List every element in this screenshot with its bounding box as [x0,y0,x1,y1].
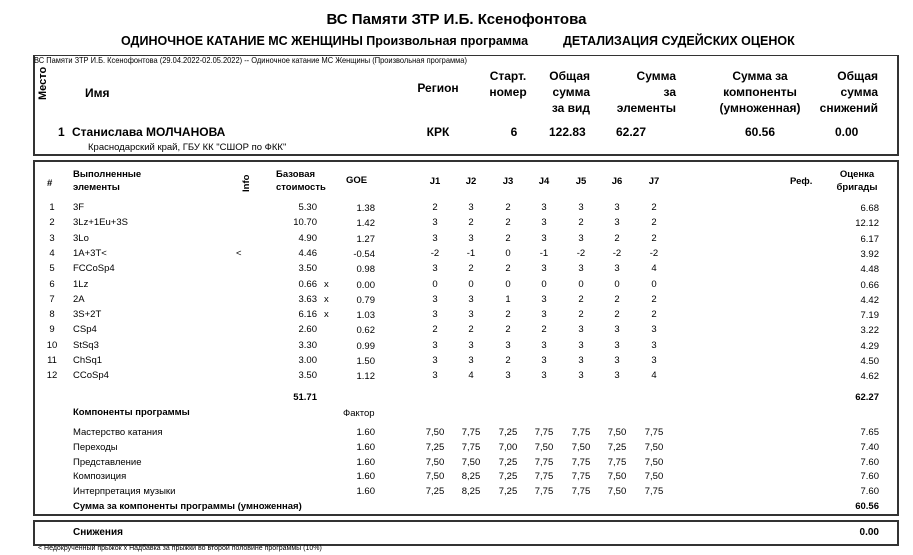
judge-score-7: -2 [649,247,659,259]
judge-score-3: 2 [505,217,511,229]
component-factor: 1.60 [356,441,375,453]
element-panel-score: 12.12 [855,218,879,230]
ref-header: Реф. [790,176,813,187]
element-goe: -0.54 [353,248,375,260]
judge-component-score-6: 7,75 [607,456,627,468]
skater-region: КРК [426,125,450,139]
judge-score-6: 3 [614,324,620,336]
judge-score-5: 2 [578,293,584,305]
component-name: Интерпретация музыки [73,486,176,498]
total-header: Общая сумма за вид [549,69,590,115]
judge-component-score-6: 7,50 [607,486,627,498]
component-factor: 1.60 [356,456,375,468]
component-panel-score: 7.40 [860,441,879,453]
judge-score-5: 0 [578,278,584,290]
judge-score-6: -2 [612,247,622,259]
judge-score-2: 0 [468,278,474,290]
judge-score-1: -2 [430,247,440,259]
judge-component-score-1: 7,25 [425,441,445,453]
skater-total: 122.83 [549,125,586,139]
judge-score-1: 2 [432,202,438,213]
judge-score-3: 3 [505,370,511,382]
element-code: 3F [73,202,85,213]
skater-place: 1 [58,125,65,139]
element-code: 2A [73,293,85,305]
judge-score-3: 2 [505,263,511,275]
judge-score-6: 3 [614,263,620,275]
judge-component-score-4: 7,75 [534,456,554,468]
event-line: ВС Памяти ЗТР И.Б. Ксенофонтова (29.04.2022-02.05.2022) -- Одиночное катание МС Женщины (Произвольная программа) [34,55,467,65]
num-header: # [47,178,53,189]
judge-component-score-1: 7,50 [425,427,445,438]
judge-component-score-1: 7,25 [425,486,445,498]
element-panel-score: 4.29 [860,340,879,352]
judge-score-5: -2 [576,247,586,259]
judge-component-score-4: 7,50 [534,441,554,453]
judge-score-2: 3 [468,293,474,305]
judge-score-3: 2 [505,232,511,244]
judge-component-score-7: 7,75 [644,427,664,438]
judge-header-7: J7 [648,176,660,187]
element-base-value: 4.90 [298,232,317,244]
judge-score-2: 3 [468,309,474,321]
element-panel-score: 4.62 [860,371,879,383]
judge-component-score-4: 7,75 [534,486,554,498]
component-name: Мастерство катания [73,427,163,438]
component-panel-score: 7.60 [860,471,879,483]
judge-score-1: 0 [432,278,438,290]
judge-component-score-7: 7,75 [644,486,664,498]
element-panel-score: 6.17 [860,233,879,245]
judge-score-5: 2 [578,309,584,321]
element-number: 2 [49,217,55,229]
component-panel-score: 7.65 [860,427,879,438]
judge-score-1: 2 [432,324,438,336]
judge-header-3: J3 [502,176,514,187]
judge-header-2: J2 [465,176,477,187]
page-title: ВС Памяти ЗТР И.Б. Ксенофонтова [326,11,587,28]
element-goe: 1.50 [356,356,375,367]
goe-header: GOE [346,175,368,186]
name-header: Имя [85,86,110,100]
element-number: 7 [49,293,55,305]
element-goe: 1.42 [356,218,375,230]
skater-name: Станислава МОЛЧАНОВА [72,125,226,139]
judge-score-1: 3 [432,217,438,229]
judge-score-5: 3 [578,263,584,275]
element-base-value: 4.46 [298,247,317,259]
judge-header-6: J6 [611,176,623,187]
info-header: Info [241,174,252,192]
judge-score-5: 3 [578,355,584,366]
judge-score-1: 3 [432,263,438,275]
deductions-box [33,520,899,546]
components-header: Сумма за компоненты (умноженная) [719,69,801,115]
element-number: 8 [49,309,55,321]
element-base-value: 6.16 [298,309,317,321]
component-factor: 1.60 [356,486,375,498]
element-panel-score: 3.92 [860,248,879,260]
judge-score-1: 3 [432,355,438,366]
element-goe: 1.27 [356,233,375,245]
element-code: CCoSp4 [73,370,109,382]
judge-score-2: 2 [468,217,474,229]
judge-score-4: 3 [541,355,547,366]
deductions-header: Общая сумма снижений [819,69,878,115]
element-code: 3Lo [73,232,89,244]
detail-subtitle: ДЕТАЛИЗАЦИЯ СУДЕЙСКИХ ОЦЕНОК [563,34,795,48]
start-no-header: Старт. номер [489,69,527,99]
element-bonus-marker: x [324,309,329,321]
judge-score-3: 0 [505,247,511,259]
component-panel-score: 7.60 [860,486,879,498]
judge-component-score-5: 7,75 [571,456,591,468]
judge-score-3: 3 [505,339,511,351]
judge-score-5: 3 [578,324,584,336]
element-panel-score: 3.22 [860,325,879,337]
judge-header-5: J5 [575,176,587,187]
element-number: 9 [49,324,55,336]
element-bonus-marker: x [324,293,329,305]
score-header-1: Оценка [839,169,875,180]
judge-component-score-5: 7,75 [571,486,591,498]
judge-component-score-4: 7,75 [534,471,554,483]
element-number: 10 [46,339,58,351]
element-number: 4 [49,247,55,259]
element-code: 3Lz+1Eu+3S [73,217,128,229]
judge-score-4: 3 [541,232,547,244]
judge-score-2: -1 [466,247,476,259]
judge-score-7: 0 [651,278,657,290]
element-base-value: 0.66 [298,278,317,290]
components-sum-value: 60.56 [855,501,879,512]
judge-score-2: 3 [468,232,474,244]
element-panel-score: 4.50 [860,356,879,367]
element-panel-score: 0.66 [860,279,879,291]
judge-score-2: 2 [468,263,474,275]
element-info: < [236,247,242,259]
element-base-value: 3.50 [298,370,317,382]
judge-header-1: J1 [429,176,441,187]
judge-score-2: 4 [468,370,474,382]
judge-score-6: 3 [614,202,620,213]
element-number: 11 [47,355,57,366]
element-number: 5 [49,263,55,275]
judge-score-6: 0 [614,278,620,290]
judge-score-4: 3 [541,370,547,382]
judge-score-7: 2 [651,232,657,244]
judge-score-1: 3 [432,232,438,244]
judge-score-2: 3 [468,355,474,366]
element-panel-score: 4.48 [860,264,879,276]
element-code: StSq3 [73,339,99,351]
judge-score-5: 3 [578,232,584,244]
judge-score-4: 3 [541,263,547,275]
element-base-value: 3.63 [298,293,317,305]
element-base-value: 3.50 [298,263,317,275]
judge-component-score-3: 7,25 [498,427,518,438]
judge-component-score-7: 7,50 [644,441,664,453]
judge-score-7: 4 [651,370,657,382]
judge-score-3: 2 [505,324,511,336]
judge-score-5: 3 [578,202,584,213]
judge-score-4: 0 [541,278,547,290]
element-goe: 0.00 [356,279,375,291]
element-number: 1 [49,202,55,213]
component-name: Представление [73,456,142,468]
skater-club: Краснодарский край, ГБУ КК "СШОР по ФКК" [88,142,287,153]
judge-header-4: J4 [538,176,550,187]
place-header: Место [37,66,49,100]
judge-score-1: 3 [432,370,438,382]
base-value-total: 51.71 [293,392,317,403]
element-code: 3S+2T [73,309,102,321]
element-bonus-marker: x [324,278,329,290]
judge-score-4: 3 [541,309,547,321]
judge-score-6: 3 [614,217,620,229]
element-base-value: 10.70 [293,217,317,229]
judge-score-6: 3 [614,355,620,366]
judge-score-3: 2 [505,202,511,213]
component-factor: 1.60 [356,427,375,438]
judge-component-score-1: 7,50 [425,456,445,468]
judge-score-6: 3 [614,339,620,351]
elements-score-total: 62.27 [855,392,879,403]
element-goe: 1.12 [356,371,375,383]
judge-score-7: 2 [651,293,657,305]
element-code: 1A+3T< [73,247,107,259]
judge-component-score-3: 7,00 [498,441,518,453]
element-number: 6 [49,278,55,290]
components-heading: Компоненты программы [73,407,190,418]
judge-component-score-2: 7,75 [461,441,481,453]
judge-score-4: 3 [541,202,547,213]
judge-score-6: 2 [614,232,620,244]
skater-components-score: 60.56 [744,125,776,139]
element-goe: 0.98 [356,264,375,276]
base-header-2: стоимость [276,182,326,193]
judge-component-score-5: 7,50 [571,441,591,453]
element-goe: 1.03 [356,310,375,322]
element-goe: 0.79 [356,294,375,306]
judge-component-score-3: 7,25 [498,486,518,498]
judge-score-1: 3 [432,293,438,305]
element-code: ChSq1 [73,355,103,366]
score-header-2: бригады [836,182,878,193]
element-code: CSp4 [73,324,97,336]
judge-component-score-6: 7,25 [607,441,627,453]
judge-component-score-2: 7,50 [461,456,481,468]
factor-header: Фактор [343,408,375,419]
element-base-value: 3.00 [298,355,317,366]
element-goe: 0.99 [356,340,375,352]
judge-component-score-2: 8,25 [461,486,481,498]
element-base-value: 3.30 [298,339,317,351]
judge-score-2: 3 [468,339,474,351]
judge-score-4: 2 [541,324,547,336]
judge-component-score-7: 7,50 [644,456,664,468]
skater-start-no: 6 [510,125,518,139]
judge-score-7: 3 [651,355,657,366]
component-name: Композиция [73,471,127,483]
element-panel-score: 6.68 [860,203,879,214]
judge-score-5: 2 [578,217,584,229]
judge-score-6: 3 [614,370,620,382]
judge-score-7: 2 [651,217,657,229]
component-panel-score: 7.60 [860,456,879,468]
skater-elements-score: 62.27 [616,125,647,139]
element-panel-score: 4.42 [860,294,879,306]
judge-score-7: 4 [651,263,657,275]
event-subtitle: ОДИНОЧНОЕ КАТАНИЕ МС ЖЕНЩИНЫ Произвольная программа [121,34,529,48]
judge-score-7: 3 [651,339,657,351]
judge-component-score-6: 7,50 [607,427,627,438]
judge-score-1: 3 [432,309,438,321]
judge-score-3: 0 [505,278,511,290]
judge-score-5: 3 [578,370,584,382]
component-factor: 1.60 [356,471,375,483]
judge-score-7: 3 [651,324,657,336]
deductions-label: Снижения [73,527,123,538]
base-header-1: Базовая [276,169,316,180]
judge-score-7: 2 [651,202,657,213]
judge-score-6: 2 [614,309,620,321]
judge-score-5: 3 [578,339,584,351]
judge-score-2: 2 [468,324,474,336]
judge-component-score-5: 7,75 [571,471,591,483]
skater-deductions: 0.00 [835,125,859,139]
deductions-value: 0.00 [859,527,879,538]
judge-score-4: -1 [539,247,549,259]
judge-component-score-7: 7,50 [644,471,664,483]
elements-header-1: Выполненные [73,169,142,180]
judge-component-score-2: 7,75 [461,427,481,438]
judge-component-score-2: 8,25 [461,471,481,483]
element-number: 3 [49,232,55,244]
judge-score-1: 3 [432,339,438,351]
element-number: 12 [46,370,58,382]
judge-component-score-5: 7,75 [571,427,591,438]
judge-score-2: 3 [468,202,474,213]
element-panel-score: 7.19 [860,310,879,322]
judge-component-score-4: 7,75 [534,427,554,438]
elements-header: Сумма за элементы [616,69,676,115]
components-sum-label: Сумма за компоненты программы (умноженная) [73,501,302,512]
judge-component-score-3: 7,25 [498,456,518,468]
judge-component-score-1: 7,50 [425,471,445,483]
judge-score-4: 3 [541,293,547,305]
elements-header-2: элементы [73,182,120,193]
element-goe: 1.38 [356,203,375,214]
element-base-value: 2.60 [298,324,317,336]
judge-score-7: 2 [651,309,657,321]
judge-score-4: 3 [541,339,547,351]
region-header: Регион [417,81,459,95]
judge-score-3: 2 [505,355,511,366]
element-base-value: 5.30 [298,202,317,213]
component-name: Переходы [73,441,118,453]
judge-score-6: 2 [614,293,620,305]
element-goe: 0.62 [356,325,375,337]
judge-score-3: 2 [505,309,511,321]
footnote: < Недокрученный прыжок x Надбавка за прыжки во второй половине программы (10%) [38,545,322,552]
element-code: FCCoSp4 [73,263,115,275]
judge-component-score-3: 7,25 [498,471,518,483]
judge-component-score-6: 7,50 [607,471,627,483]
element-code: 1Lz [73,278,89,290]
judge-score-3: 1 [505,293,511,305]
judge-score-4: 3 [541,217,547,229]
